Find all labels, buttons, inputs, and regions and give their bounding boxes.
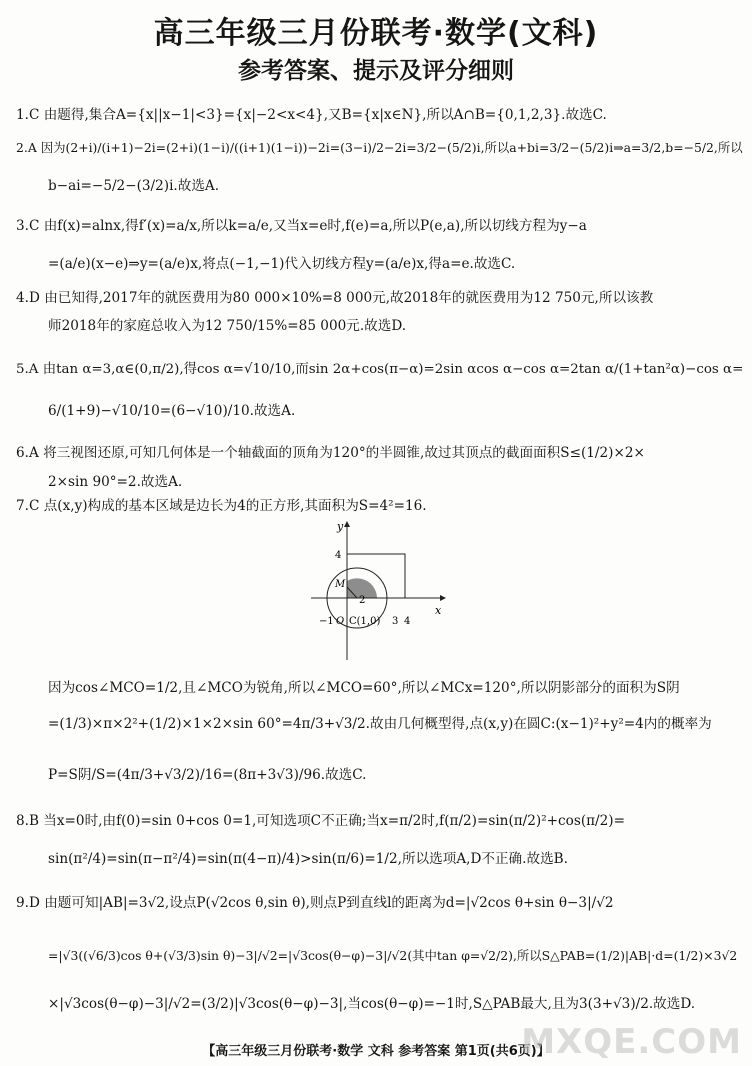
answer-line: 4.D 由已知得,2017年的就医费用为80 000×10%=8 000元,故2018年的就医费用为12 750元,所以该教 bbox=[16, 290, 654, 306]
answer-line: 2×sin 90°=2.故选A. bbox=[48, 474, 183, 490]
label-c: C(1,0) bbox=[349, 616, 381, 627]
page-footer: 【高三年级三月份联考·数学 文科 参考答案 第1页(共6页)】 bbox=[202, 1044, 550, 1059]
tick-4: 4 bbox=[404, 616, 411, 627]
answer-line: ×|√3cos(θ−φ)−3|/√2=(3/2)|√3cos(θ−φ)−3|,当cos(θ−φ)=−1时,S△PAB最大,且为3(3+√3)/2.故选D. bbox=[48, 996, 696, 1012]
answer-line: 师2018年的家庭总收入为12 750/15%=85 000元.故选D. bbox=[48, 318, 407, 334]
tick-minus1: −1 bbox=[319, 616, 334, 627]
radius-label: 2 bbox=[359, 595, 366, 606]
answer-line: 7.C 点(x,y)构成的基本区域是边长为4的正方形,其面积为S=4²=16. bbox=[16, 498, 427, 514]
answer-line: P=S阴/S=(4π/3+√3/2)/16=(8π+3√3)/96.故选C. bbox=[48, 767, 367, 783]
watermark-logo: MXQE.COM bbox=[521, 1022, 742, 1062]
label-m: M bbox=[335, 579, 346, 590]
answer-line: 8.B 当x=0时,由f(0)=sin 0+cos 0=1,可知选项C不正确;当x=π/2时,f(π/2)=sin(π/2)²+cos(π/2)= bbox=[16, 813, 625, 829]
answer-line: 5.A 由tan α=3,α∈(0,π/2),得cos α=√10/10,而sin 2α+cos(π−α)=2sin αcos α−cos α=2tan α/(1+tan²α)−cos α= bbox=[16, 362, 744, 377]
answer-line: 9.D 由题可知|AB|=3√2,设点P(√2cos θ,sin θ),则点P到直线l的距离为d=|√2cos θ+sin θ−3|/√2 bbox=[16, 895, 614, 911]
geometry-figure bbox=[305, 516, 455, 666]
answer-line: 3.C 由f(x)=alnx,得f′(x)=a/x,所以k=a/e,又当x=e时,f(e)=a,所以P(e,a),所以切线方程为y−a bbox=[16, 218, 587, 234]
page-title: 高三年级三月份联考·数学(文科) bbox=[153, 16, 599, 51]
answer-line: =(1/3)×π×2²+(1/2)×1×2×sin 60°=4π/3+√3/2.故由几何概型得,点(x,y)在圆C:(x−1)²+y²=4内的概率为 bbox=[48, 716, 712, 732]
answer-line: 6.A 将三视图还原,可知几何体是一个轴截面的顶角为120°的半圆锥,故过其顶点的截面面积S≤(1/2)×2× bbox=[16, 445, 645, 461]
origin-label: O bbox=[336, 616, 345, 627]
axis-label-x: x bbox=[435, 604, 442, 617]
answer-line: 1.C 由题得,集合A={x||x−1|<3}={x|−2<x<4},又B={x|x∈N},所以A∩B={0,1,2,3}.故选C. bbox=[16, 107, 607, 123]
answer-line: 2.A 因为(2+i)/(i+1)−2i=(2+i)(1−i)/((i+1)(1−i))−2i=(3−i)/2−2i=3/2−(5/2)i,所以a+bi=3/2−(5/2)i⇒a=3/2,b=−5/2,所以 bbox=[16, 140, 743, 155]
tick-3: 3 bbox=[392, 616, 399, 627]
answer-line: 6/(1+9)−√10/10=(6−√10)/10.故选A. bbox=[48, 403, 296, 419]
tick-y4: 4 bbox=[335, 550, 342, 561]
answer-line: =|√3((√6/3)cos θ+(√3/3)sin θ)−3|/√2=|√3cos(θ−φ)−3|/√2(其中tan φ=√2/2),所以S△PAB=(1/2)|AB|·d=(1/2)×3√2 bbox=[48, 948, 738, 963]
axis-label-y: y bbox=[337, 520, 344, 533]
answer-line: b−ai=−5/2−(3/2)i.故选A. bbox=[48, 178, 220, 194]
page-subtitle: 参考答案、提示及评分细则 bbox=[238, 58, 514, 84]
answer-line: sin(π²/4)=sin(π−π²/4)=sin(π(4−π)/4)>sin(π/6)=1/2,所以选项A,D不正确.故选B. bbox=[48, 851, 568, 867]
answer-line: =(a/e)(x−e)⇒y=(a/e)x,将点(−1,−1)代入切线方程y=(a/e)x,得a=e.故选C. bbox=[48, 256, 516, 272]
answer-line: 因为cos∠MCO=1/2,且∠MCO为锐角,所以∠MCO=60°,所以∠MCx=120°,所以阴影部分的面积为S阴 bbox=[48, 680, 680, 696]
